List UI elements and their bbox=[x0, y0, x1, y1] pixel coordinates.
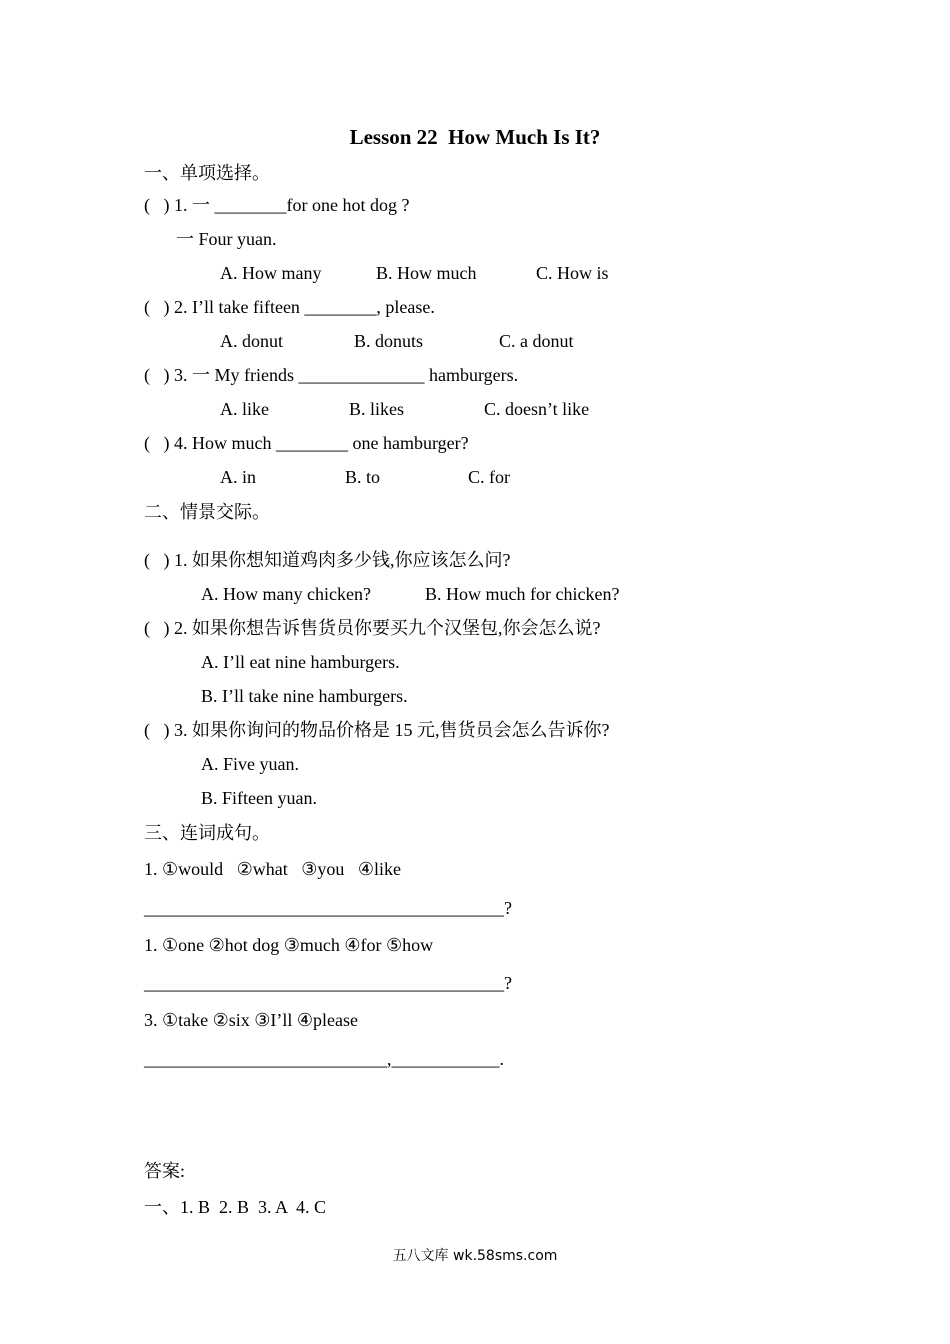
answers-heading: 答案: bbox=[144, 1161, 186, 1181]
s2-q3-stem: ( ) 3. 如果你询问的物品价格是 15 元,售货员会怎么告诉你? bbox=[144, 720, 610, 740]
s1-q2-option-a: A. donut bbox=[220, 331, 283, 351]
s2-q1-stem: ( ) 1. 如果你想知道鸡肉多少钱,你应该怎么问? bbox=[144, 550, 511, 570]
answers-line-1: 一、1. B 2. B 3. A 4. C bbox=[144, 1197, 327, 1217]
s2-q3-option-b: B. Fifteen yuan. bbox=[201, 788, 317, 808]
s2-q2-option-b: B. I’ll take nine hamburgers. bbox=[201, 686, 408, 706]
s1-q4-stem: ( ) 4. How much ________ one hamburger? bbox=[144, 433, 469, 453]
s1-q3-option-c: C. doesn’t like bbox=[484, 399, 590, 419]
s1-q2-option-c: C. a donut bbox=[499, 331, 574, 351]
s1-q1-option-a: A. How many bbox=[220, 263, 322, 283]
s1-q3-option-a: A. like bbox=[220, 399, 269, 419]
s1-q4-option-a: A. in bbox=[220, 467, 256, 487]
s3-q2-words: 1. ①one ②hot dog ③much ④for ⑤how bbox=[144, 935, 434, 955]
s3-q1-words: 1. ①would ②what ③you ④like bbox=[144, 859, 402, 879]
s3-q3-words: 3. ①take ②six ③I’ll ④please bbox=[144, 1010, 358, 1030]
s1-q1-stem: ( ) 1. 一 ________for one hot dog ? bbox=[144, 195, 410, 215]
s2-q1-option-b: B. How much for chicken? bbox=[425, 584, 620, 604]
s3-q1-answer-blank: ________________________________________? bbox=[144, 898, 512, 918]
s1-q2-option-b: B. donuts bbox=[354, 331, 424, 351]
section2-heading: 二、情景交际。 bbox=[144, 502, 270, 522]
s1-q4-option-b: B. to bbox=[345, 467, 381, 487]
s1-q4-option-c: C. for bbox=[468, 467, 510, 487]
section3-heading: 三、连词成句。 bbox=[144, 823, 270, 843]
s3-q2-answer-blank: ________________________________________? bbox=[144, 973, 512, 993]
s2-q3-option-a: A. Five yuan. bbox=[201, 754, 299, 774]
s2-q2-option-a: A. I’ll eat nine hamburgers. bbox=[201, 652, 400, 672]
s2-q1-option-a: A. How many chicken? bbox=[201, 584, 371, 604]
section1-heading: 一、单项选择。 bbox=[144, 163, 270, 183]
s1-q1-option-b: B. How much bbox=[376, 263, 477, 283]
s1-q1-reply: 一 Four yuan. bbox=[176, 229, 277, 249]
s1-q3-option-b: B. likes bbox=[349, 399, 405, 419]
s2-q2-stem: ( ) 2. 如果你想告诉售货员你要买九个汉堡包,你会怎么说? bbox=[144, 618, 601, 638]
s1-q3-stem: ( ) 3. 一 My friends ______________ hamburgers. bbox=[144, 365, 519, 385]
s1-q2-stem: ( ) 2. I’ll take fifteen ________, please. bbox=[144, 297, 435, 317]
s1-q1-option-c: C. How is bbox=[536, 263, 609, 283]
page-title: Lesson 22 How Much Is It? bbox=[349, 125, 601, 149]
s3-q3-answer-blank: ___________________________,____________. bbox=[144, 1049, 504, 1069]
page-footer: 五八文库 wk.58sms.com bbox=[392, 1248, 558, 1264]
